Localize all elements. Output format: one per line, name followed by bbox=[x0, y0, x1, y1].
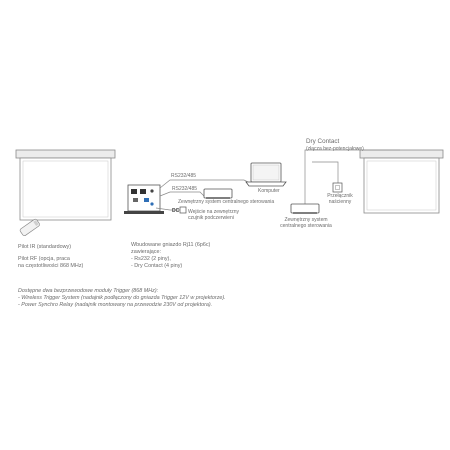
label-ext-control-system: Zewnętrzny system centralnego sterowania bbox=[178, 199, 275, 205]
control-system-box-icon bbox=[204, 189, 232, 198]
label-dry-contact-sub: (złącza bez-potencjałowe) bbox=[306, 146, 364, 152]
trigger-notes: Dostępne dwa bezprzewodowe moduły Trigger (868 MHz): - Wireless Trigger System (nadajnik podłączony do gniazda Trigger 12V w projektorze). - Power Synchro Relay (nadajnik montowany na przewodzie 230V od projektora). bbox=[18, 288, 226, 308]
wall-switch-icon bbox=[333, 183, 342, 192]
label-wall-switch: Przełącznik naścienny bbox=[327, 193, 353, 206]
label-sensor-input: Wejście na zewnętrzny czujnik podczerwieni bbox=[188, 209, 240, 222]
label-computer: Komputer bbox=[258, 188, 280, 194]
remote-labels: Pilot IR (standardowy) Pilot RF (opcja, praca na częstotliwości 868 MHz) bbox=[18, 244, 84, 269]
socket-labels: Wbudowane gniazdo Rj11 (6p6c) zawierające: - Rs232 (2 piny), - Dry Contact (4 piny) bbox=[131, 242, 211, 269]
laptop-icon bbox=[246, 163, 286, 186]
control-unit-icon bbox=[124, 185, 164, 214]
right-projection-screen bbox=[360, 150, 443, 213]
left-projection-screen bbox=[16, 150, 115, 220]
label-dry-contact-title: Dry Contact bbox=[306, 138, 340, 145]
label-rs232-485-mid: RS232/485 bbox=[172, 186, 198, 192]
remote-control-icon bbox=[19, 218, 40, 236]
label-dc-symbol: DC bbox=[172, 208, 180, 214]
label-ext-control-right: Zewnętrzny system centralnego sterowania bbox=[280, 217, 332, 230]
right-control-system-box-icon bbox=[291, 204, 319, 213]
label-rs232-485-top: RS232/485 bbox=[171, 173, 197, 179]
ir-sensor-icon bbox=[180, 207, 186, 213]
